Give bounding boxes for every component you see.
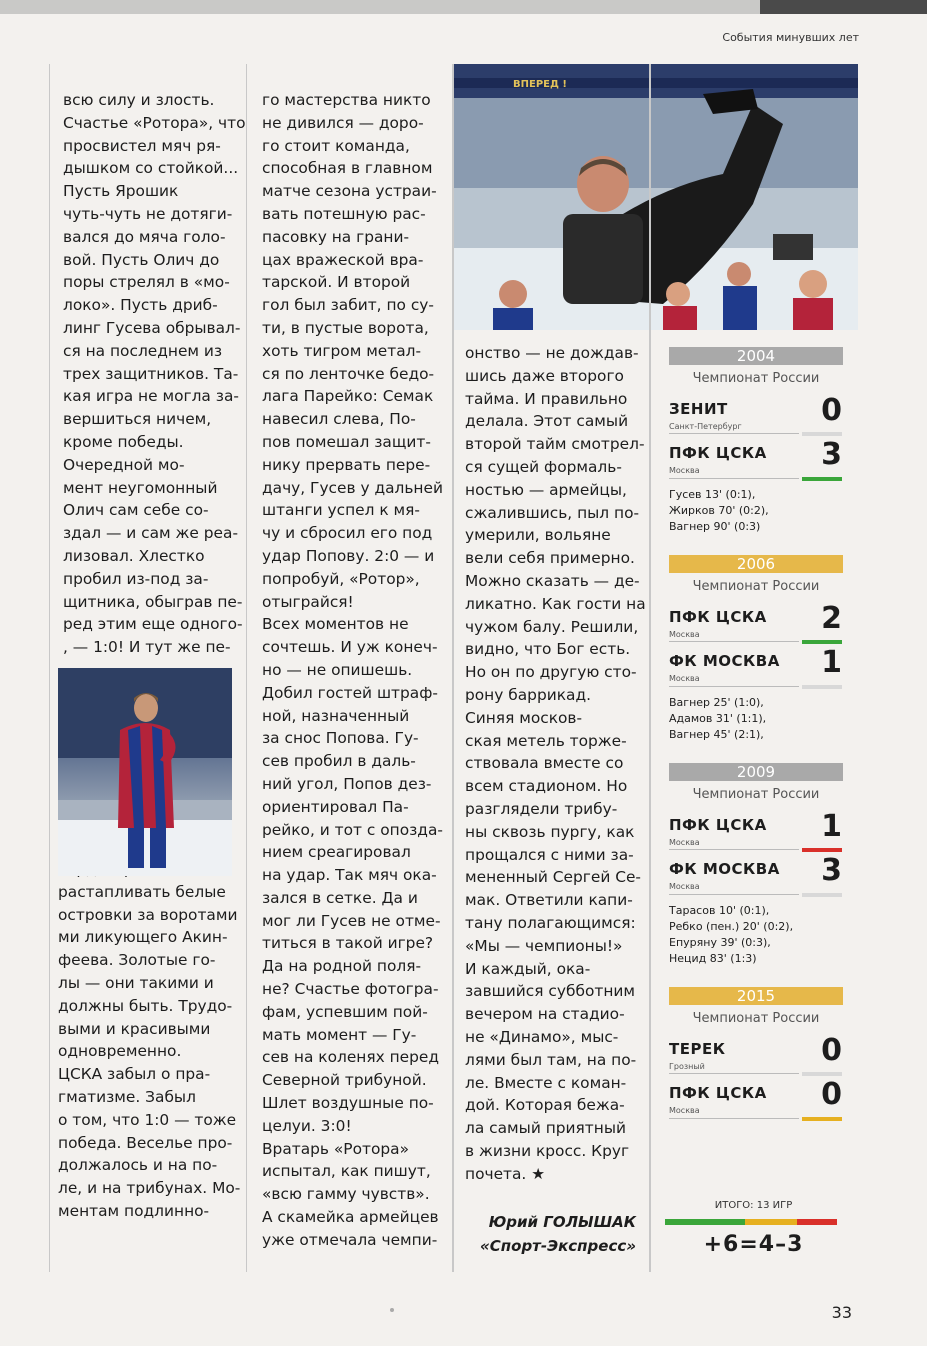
column-1-text-top: всю силу и злость. Счастье «Ротора», что просвистел мяч ря- дышком со стойкой... Пусть Ярошик чуть-чуть не дотяги- вался до мяча голо- вой. Пусть Олич до поры стрелял в «мо- локо». Пусть дриб- линг Гусева обрывал- ся на последнем из трех защитников. Та- кая игра не могла за- вершиться ничем, кроме победы. Очередной мо- мент неугомонный Олич сам себе со- здал — и сам же реа- лизовал. Хлестко пробил из-под за- щитника, обыграв пе- ред этим еще одного- , — 1:0! И тут же пе-: [63, 91, 246, 657]
result-bar: [802, 640, 842, 644]
team-goals: 0: [821, 1077, 842, 1112]
divider: [669, 478, 799, 479]
scorer-line: Жирков 70' (0:2),: [669, 504, 769, 517]
divider: [669, 641, 799, 642]
team-city: Москва: [669, 838, 700, 847]
result-bar: [802, 1117, 842, 1121]
scorer-line: Адамов 31' (1:1),: [669, 712, 767, 725]
total-value: +6=4–3: [703, 1232, 804, 1257]
scorers-list: [669, 903, 793, 967]
page-number: 33: [831, 1303, 852, 1322]
scorer-line: Вагнер 45' (2:1),: [669, 728, 764, 741]
total-bar-losses: [797, 1219, 837, 1225]
scorer-line: Гусев 13' (0:1),: [669, 488, 756, 501]
result-bar: [802, 685, 842, 689]
scorer-line: Ребко (пен.) 20' (0:2),: [669, 920, 794, 933]
team-name: ПФК ЦСКА: [669, 816, 767, 834]
divider: [669, 849, 799, 850]
photo-player-celebrating: [58, 668, 232, 876]
byline: [464, 1210, 636, 1258]
team-name: ПФК ЦСКА: [669, 444, 767, 462]
divider: [669, 686, 799, 687]
result-bar: [802, 477, 842, 481]
match-tournament: Чемпионат России: [692, 371, 820, 386]
team-goals: 3: [821, 853, 842, 888]
top-strip: [0, 0, 927, 14]
author-source: «Спорт-Экспресс»: [480, 1237, 636, 1255]
column-1-text-bottom: растапливать белые островки за воротами ми ликующего Акин- феева. Золотые го- лы — они такими и должны быть. Трудо- выми и красивыми одновременно. ЦСКА забыл о пра- гматизме. Забыл о том, что 1:0 — тоже победа. Веселье про- должалось и на по- ле, и на трибунах. Мо- ментам подлинно-: [58, 882, 241, 1220]
match-tournament: Чемпионат России: [692, 579, 820, 594]
section-title: События минувших лет: [722, 31, 859, 44]
team-goals: 1: [821, 645, 842, 680]
match-year: 2015: [669, 987, 843, 1005]
result-bar: [802, 848, 842, 852]
match-year: 2009: [669, 763, 843, 781]
team-name: ПФК ЦСКА: [669, 1084, 767, 1102]
result-bar: [802, 432, 842, 436]
scorers-list: [669, 487, 769, 535]
banner-text: ВПЕРЕД !: [513, 79, 567, 90]
team-name: ПФК ЦСКА: [669, 608, 767, 626]
match-tournament: Чемпионат России: [692, 1011, 820, 1026]
divider: [669, 894, 799, 895]
text-column-3: [453, 64, 650, 1272]
total-bar-wins: [665, 1219, 745, 1225]
team-goals: 2: [821, 601, 842, 636]
team-city: Москва: [669, 630, 700, 639]
scorers-list: [669, 695, 766, 743]
team-city: Москва: [669, 1106, 700, 1115]
team-name: ФК МОСКВА: [669, 652, 780, 670]
player-illustration: [58, 668, 232, 876]
scorer-line: Нецид 83' (1:3): [669, 952, 757, 965]
match-tournament: Чемпионат России: [692, 787, 820, 802]
divider: [669, 433, 799, 434]
results-column: [650, 64, 855, 1272]
scorer-line: Тарасов 10' (0:1),: [669, 904, 770, 917]
divider: [669, 1073, 799, 1074]
scorer-line: Епуряну 39' (0:3),: [669, 936, 771, 949]
result-bar: [802, 1072, 842, 1076]
page-dot: [390, 1308, 394, 1312]
team-city: Санкт-Петербург: [669, 422, 742, 431]
scorer-line: Вагнер 25' (1:0),: [669, 696, 764, 709]
team-goals: 3: [821, 437, 842, 472]
total-bar: [665, 1219, 837, 1225]
top-strip-dark: [760, 0, 927, 14]
team-city: Москва: [669, 466, 700, 475]
column-3-text: онство — не дождав- шись даже второго тайма. И правильно делала. Этот самый второй тайм смотрел- ся сущей формаль- ностью — армейцы, сжалившись, пыл по- умерили, вольяне вели себя примерно. Можно сказать — де- ликатно. Как гости на чужом балу. Решили, видно, что Бог есть. Но он по другую сто- рону баррикад. Синяя москов- ская метель торже- ствовала вместе со всем стадионом. Но разглядели трибу- ны сквозь пургу, как прощался с ними за- мененный Сергей Се- мак. Ответили капи- тану полагающимся: «Мы — чемпионы!» И каждый, ока- завшийся субботним вечером на стадио- не «Динамо», мыс- лями был там, на по- ле. Вместе с коман- дой. Которая бежа- ла самый приятный в жизни кросс. Круг почета. ★: [465, 344, 646, 1183]
author-name: Юрий ГОЛЫШАК: [488, 1213, 636, 1231]
divider: [669, 1118, 799, 1119]
team-city: Грозный: [669, 1062, 705, 1071]
match-year: 2006: [669, 555, 843, 573]
total-label: ИТОГО: 13 ИГР: [714, 1200, 793, 1211]
team-goals: 0: [821, 1033, 842, 1068]
team-goals: 0: [821, 393, 842, 428]
total-bar-draws: [745, 1219, 797, 1225]
text-column-2: [246, 64, 453, 1272]
match-year: 2004: [669, 347, 843, 365]
team-name: ФК МОСКВА: [669, 860, 780, 878]
team-goals: 1: [821, 809, 842, 844]
team-name: ЗЕНИТ: [669, 400, 728, 418]
team-city: Москва: [669, 674, 700, 683]
team-city: Москва: [669, 882, 700, 891]
result-bar: [802, 893, 842, 897]
column-2-text: го мастерства никто не дивился — доро- го стоит команда, способная в главном матче сезона устраи- вать потешную рас- пасовку на грани- цах вражеской вра- тарской. И второй гол был забит, по су- ти, в пустые ворота, хоть тигром метал- ся по ленточке бедо- лага Парейко: Семак навесил слева, По- пов помешал защит- нику прервать пере- дачу, Гусев у дальней штанги успел к мя- чу и сбросил его под удар Попову. 2:0 — и попробуй, «Ротор», отыграйся! Всех моментов не сочтешь. И уж конеч- но — не опишешь. Добил гостей штраф- ной, назначенный за снос Попова. Гу- сев пробил в даль- ний угол, Попов дез- ориентировал Па- рейко, и тот с опозда- нием среагировал на удар. Так мяч ока- зался в сетке. Да и мог ли Гусев не отме- титься в такой игре? Да на родной поля- не? Счастье фотогра- фам, успевшим пой- мать момент — Гу- сев на коленях перед Северной трибуной. Шлет воздушные по- целуи. 3:0! Вратарь «Ротора» испытал, как пишут, «всю гамму чувств». А скамейка армейцев уже отмечала чемпи-: [262, 91, 443, 1249]
scorer-line: Вагнер 90' (0:3): [669, 520, 761, 533]
team-name: ТЕРЕК: [669, 1040, 726, 1058]
